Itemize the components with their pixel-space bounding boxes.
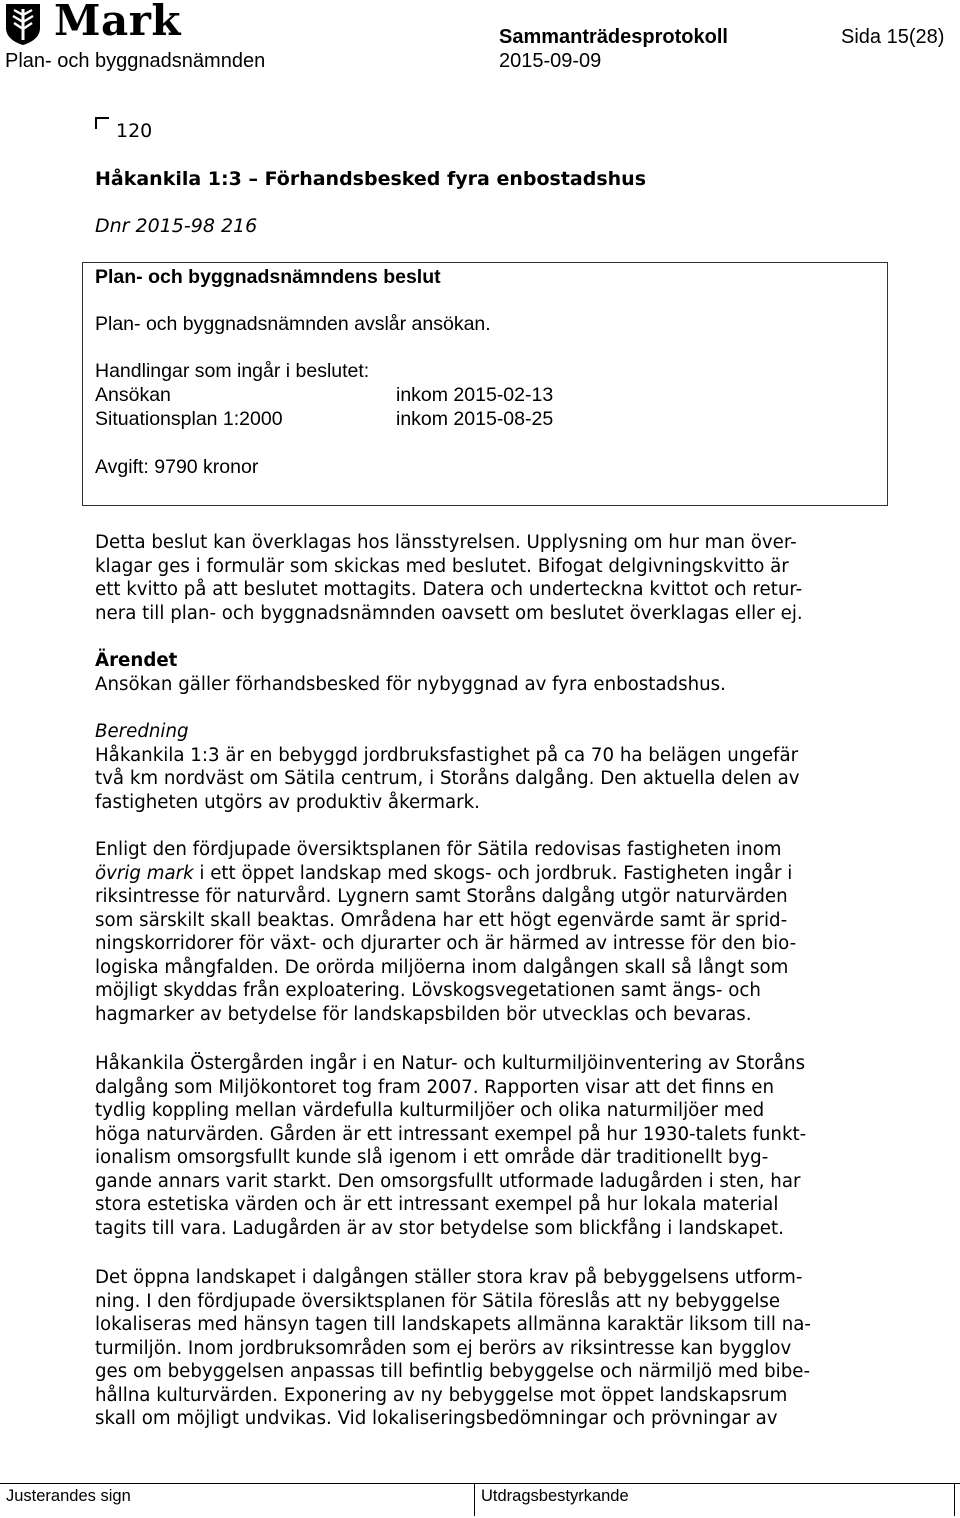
text-line: två km nordväst om Sätila centrum, i Storåns dalgång. Den aktuella delen av: [95, 768, 800, 789]
text-line: Håkankila Östergården ingår i en Natur- och kulturmiljöinventering av Storåns: [95, 1053, 806, 1074]
fee-text: Avgift: 9790 kronor: [95, 456, 259, 478]
text-line: Enligt den fördjupade översiktsplanen för Sätila redovisas fastigheten inom: [95, 839, 782, 860]
document-date: 2015-09-09: [499, 50, 602, 72]
text-line: logiska mångfalden. De orörda miljöerna inom dalgången skall så långt som: [95, 956, 789, 978]
text-span: i ett öppet landskap med skogs- och jordbruk. Fastigheten ingår i: [193, 862, 793, 884]
text-line: fastigheten utgörs av produktiv åkermark.: [95, 791, 480, 813]
text-line: dalgång som Miljökontoret tog fram 2007. Rapporten visar att det finns en: [95, 1076, 775, 1098]
decision-heading: Plan- och byggnadsnämndens beslut: [95, 266, 441, 288]
text-line: Detta beslut kan överklagas hos länsstyrelsen. Upplysning om hur man över-: [95, 532, 797, 553]
section-mark-icon: [95, 117, 109, 129]
documents-label: Handlingar som ingår i beslutet:: [95, 360, 370, 382]
arendet-section: [95, 649, 726, 696]
document-name: Ansökan: [95, 384, 171, 406]
text-line: skall om möjligt undvikas. Vid lokaliseringsbedömningar och prövningar av: [95, 1408, 778, 1429]
appeal-paragraph: [95, 531, 803, 625]
document-received: inkom 2015-02-13: [396, 384, 554, 406]
document-type: Sammanträdesprotokoll: [499, 26, 728, 48]
text-line: tydlig koppling mellan värdefulla kulturmiljöer och olika naturmiljöer med: [95, 1100, 765, 1121]
text-line: ning. I den fördjupade översiktsplanen för Sätila föreslås att ny bebyggelse: [95, 1290, 781, 1312]
paragraph-number: 120: [116, 120, 153, 142]
footer-column-divider: [474, 1484, 475, 1516]
text-line: stora estetiska värden och är ett intressant exempel på hur lokala material: [95, 1194, 779, 1215]
text-line: Ansökan gäller förhandsbesked för nybyggnad av fyra enbostadshus.: [95, 673, 726, 695]
text-line: ett kvitto på att beslutet mottagits. Datera och underteckna kvittot och retur-: [95, 579, 803, 600]
case-reference: Dnr 2015-98 216: [95, 215, 258, 237]
text-line: tagits till vara. Ladugården är av stor betydelse som blickfång i landskapet.: [95, 1217, 784, 1239]
footer-column-divider: [954, 1484, 955, 1516]
text-line: [95, 862, 796, 886]
text-line: lokaliseras med hänsyn tagen till landskapets allmänna karaktär liksom till na-: [95, 1314, 811, 1335]
landscape-paragraph: [95, 1266, 811, 1431]
text-line: turmiljön. Inom jordbruksområden som ej berörs av riksintresse kan bygglov: [95, 1337, 792, 1359]
beredning-section: [95, 720, 799, 814]
inventory-paragraph: [95, 1052, 806, 1240]
plan-paragraph: [95, 838, 796, 1026]
document-name: Situationsplan 1:2000: [95, 408, 283, 430]
beredning-heading: Beredning: [95, 721, 189, 742]
text-line: klagar ges i formulär som skickas med beslutet. Bifogat delgivningskvitto är: [95, 555, 789, 577]
certification-field-label: Utdragsbestyrkande: [481, 1487, 629, 1505]
signature-field-label: Justerandes sign: [6, 1487, 131, 1505]
text-line: möjligt skyddas från exploatering. Lövskogsvegetationen samt ängs- och: [95, 980, 761, 1001]
text-line: hagmarker av betydelse för landskapsbilden bör utvecklas och bevaras.: [95, 1003, 752, 1025]
text-line: ges om bebyggelsen anpassas till befintlig bebyggelse och närmiljö med bibe-: [95, 1361, 811, 1382]
text-line: gande annars varit starkt. Den omsorgsfullt utformade ladugården i sten, har: [95, 1170, 801, 1192]
text-line: riksintresse för naturvård. Lygnern samt Storåns dalgång utgör naturvärden: [95, 886, 788, 907]
text-line: nera till plan- och byggnadsnämnden oavsett om beslutet överklagas eller ej.: [95, 602, 803, 624]
municipality-crest-icon: [4, 2, 42, 46]
case-title: Håkankila 1:3 – Förhandsbesked fyra enbostadshus: [95, 168, 647, 190]
document-received: inkom 2015-08-25: [396, 408, 554, 430]
text-line: som särskilt skall beaktas. Områdena har ett högt egenvärde samt är sprid-: [95, 909, 788, 931]
arendet-heading: Ärendet: [95, 650, 178, 671]
decision-text: Plan- och byggnadsnämnden avslår ansökan.: [95, 313, 491, 335]
text-line: Det öppna landskapet i dalgången ställer stora krav på bebyggelsens utform-: [95, 1267, 803, 1288]
text-line: hållna kulturvärden. Exponering av ny bebyggelse mot öppet landskapsrum: [95, 1384, 788, 1406]
logo-wordmark: Mark: [54, 0, 181, 45]
text-line: ningskorridorer för växt- och djurarter och är härmed av intresse för den bio-: [95, 933, 797, 954]
footer-divider: [0, 1483, 960, 1484]
text-line: ionalism omsorgsfullt kunde slå igenom i ett område där traditionellt byg-: [95, 1147, 769, 1168]
page-number: Sida 15(28): [841, 26, 945, 48]
committee-name: Plan- och byggnadsnämnden: [5, 50, 266, 72]
emphasis-term: övrig mark: [95, 862, 194, 884]
text-line: Håkankila 1:3 är en bebyggd jordbruksfastighet på ca 70 ha belägen ungefär: [95, 744, 799, 766]
text-line: höga naturvärden. Gården är ett intressant exempel på hur 1930-talets funkt-: [95, 1123, 807, 1145]
